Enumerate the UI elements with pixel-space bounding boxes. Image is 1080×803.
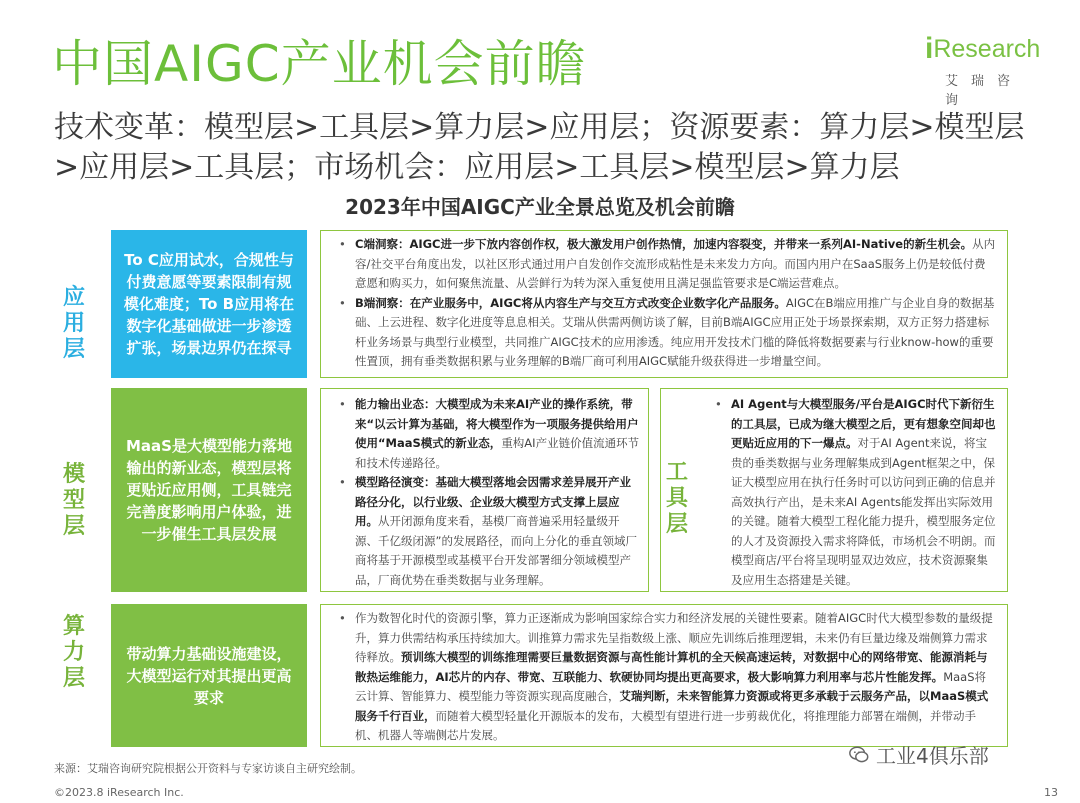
logo-cn: 艾瑞咨询	[945, 74, 1024, 108]
page-subtitle: 技术变革：模型层>工具层>算力层>应用层；资源要素：算力层>模型层>应用层>工具层；市场机会：应用层>工具层>模型层>算力层	[54, 110, 1025, 185]
layer-label-tool: 工具层	[665, 460, 688, 537]
iresearch-logo	[925, 30, 1045, 108]
source-note: 来源：艾瑞咨询研究院根据公开资料与专家访谈自主研究绘制。	[54, 762, 362, 775]
page-title: 中国AIGC产业机会前瞻	[52, 35, 587, 93]
app-c-insight	[335, 235, 997, 294]
logo-i: i	[925, 32, 934, 65]
tool-detail-inner	[683, 395, 997, 590]
app-c-insight-bold: C端洞察：AIGC进一步下放内容创作权，极大激发用户创作热情，加速内容裂变，并带来一系列AI-Native的新生机会。	[355, 237, 973, 251]
compute-bold-1: 预训练大模型的训练推理需要巨量数据资源与高性能计算机的全天候高速运转，对数据中心的网络带宽、能源消耗与散热运维能力，AI芯片的内存、带宽、互联能力、软硬协同均提出更高要求，极大影响算力利用率与芯片性能发挥。	[355, 650, 988, 684]
layer-label-compute: 算力层	[62, 614, 85, 691]
tool-agent-bold: AI Agent与大模型服务/平台是AIGC时代下新衍生的工具层，已成为继大模型之后，更有想象空间却也更贴近应用的下一爆点。	[731, 397, 996, 450]
layer-label-model: 模型层	[62, 462, 85, 539]
compute-detail-box	[320, 604, 1008, 747]
compute-summary-box	[111, 604, 307, 747]
logo-brand: Research	[933, 35, 1041, 63]
model-capability-output	[335, 395, 640, 473]
app-c-insight-text: 从内容/社交平台角度出发，以社区形式通过用户自发创作交流形成粘性是未来发力方向。而国内用户在SaaS服务上仍是较低付费意愿和购买力，如何聚焦流量、从尝鲜行为转为深入重复使用且满足强监管要求是C端运营难点。	[355, 237, 996, 290]
app-b-insight	[335, 294, 997, 372]
logo-mark	[925, 30, 1045, 64]
diagram-title: 2023年中国AIGC产业全景总览及机会前瞻	[345, 195, 735, 219]
wechat-watermark	[848, 740, 989, 769]
app-summary-box	[111, 230, 307, 378]
page-number: 13	[1044, 786, 1058, 799]
model-capability-text: 重构AI产业链价值流通环节和技术传递路径。	[355, 436, 640, 470]
app-detail-box	[320, 230, 1008, 378]
compute-text-3: 而随着大模型轻量化开源版本的发布，大模型有望进行进一步剪裁优化，将推理能力部署在端侧，并带动手机、机器人等端侧芯片发展。	[355, 708, 976, 742]
tool-agent-insight	[711, 395, 997, 590]
tool-detail-box	[660, 388, 1008, 592]
compute-bold-2: 艾瑞判断，未来智能算力资源或将更多承载于云服务产品，以MaaS模式服务千行百业，	[355, 689, 989, 723]
copyright: ©2023.8 iResearch Inc.	[54, 786, 184, 799]
model-summary-box	[111, 388, 307, 592]
app-summary: To C应用试水，合规性与付费意愿等要素限制有规模化难度；To B应用将在数字化基础做进一步渗透扩张，场景边界仍在探寻	[123, 251, 295, 357]
model-path-text: 从开闭源角度来看，基模厂商普遍采用轻量级开源、千亿级闭源”的发展路径，而向上分化的垂直领域厂商将基于开源模型或基模平台开发部署细分领域模型产品，厂商优势在垂类数据与业务理解。	[355, 514, 637, 587]
model-path-bold: 模型路径演变：基础大模型落地会因需求差异展开产业路径分化，以行业级、企业级大模型方式支撑上层应用。	[355, 475, 631, 528]
app-b-insight-bold: B端洞察：在产业服务中，AIGC将从内容生产与交互方式改变企业数字化产品服务。	[355, 295, 786, 310]
compute-text-2: MaaS将云计算、智能算力、模型能力等资源实现高度融合，	[355, 669, 987, 703]
model-path-evolution	[335, 473, 640, 590]
wechat-label: 工业4俱乐部	[876, 744, 989, 768]
compute-text-1: 作为数智化时代的资源引擎，算力正逐渐成为影响国家综合实力和经济发展的关键性要素。随着AIGC时代大模型参数的量级提升，算力供需结构承压持续加大。训推算力需求先呈指数级上涨、顺应先训练后推理逻辑，未来仍有巨量边缘及端侧算力需求待释放。	[355, 611, 993, 664]
layer-label-app: 应用层	[62, 285, 85, 362]
model-detail-box	[320, 388, 649, 592]
model-summary: MaaS是大模型能力落地输出的新业态，模型层将更贴近应用侧，工具链完完善度影响用户体验，进一步催生工具层发展	[126, 437, 292, 543]
compute-insight	[335, 609, 997, 746]
model-capability-bold: 能力输出业态：大模型成为未来AI产业的操作系统，带来“以云计算为基础，将大模型作为一项服务提供给用户使用“MaaS模式的新业态，	[355, 397, 639, 450]
compute-summary: 带动算力基础设施建设，大模型运行对其提出更高要求	[126, 644, 292, 707]
app-b-insight-text: AIGC在B端应用推广与企业自身的数据基础、上云进程、数字化进度等息息相关。艾瑞从供需两侧访谈了解，目前B端AIGC应用正处于场景探索期，双方正努力搭建标杆业务场景与典型行业模型，共同推广AIGC技术的应用渗透。纯应用开发技术门槛的降低将数据要素与行业know-how的重要性置顶，拥有垂类数据积累与业务理解的B端厂商可利用AIGC赋能升级获得进一步增量空间。	[355, 295, 995, 368]
tool-agent-text: 对于AI Agent来说，将宝贵的垂类数据与业务理解集成到Agent框架之中，保证大模型应用在执行任务时可以访问到正确的信息并高效执行产出，是未来AI Agents能发挥出实际效用的关键。随着大模型工程化能力提升，模型服务定位的人才及资源投入需求将降低，市场机会不明朗。而模型商店/平台将呈现明显双边效应，技术资源聚集及应用生态搭建是关键。	[731, 436, 996, 587]
wechat-icon	[848, 744, 870, 766]
